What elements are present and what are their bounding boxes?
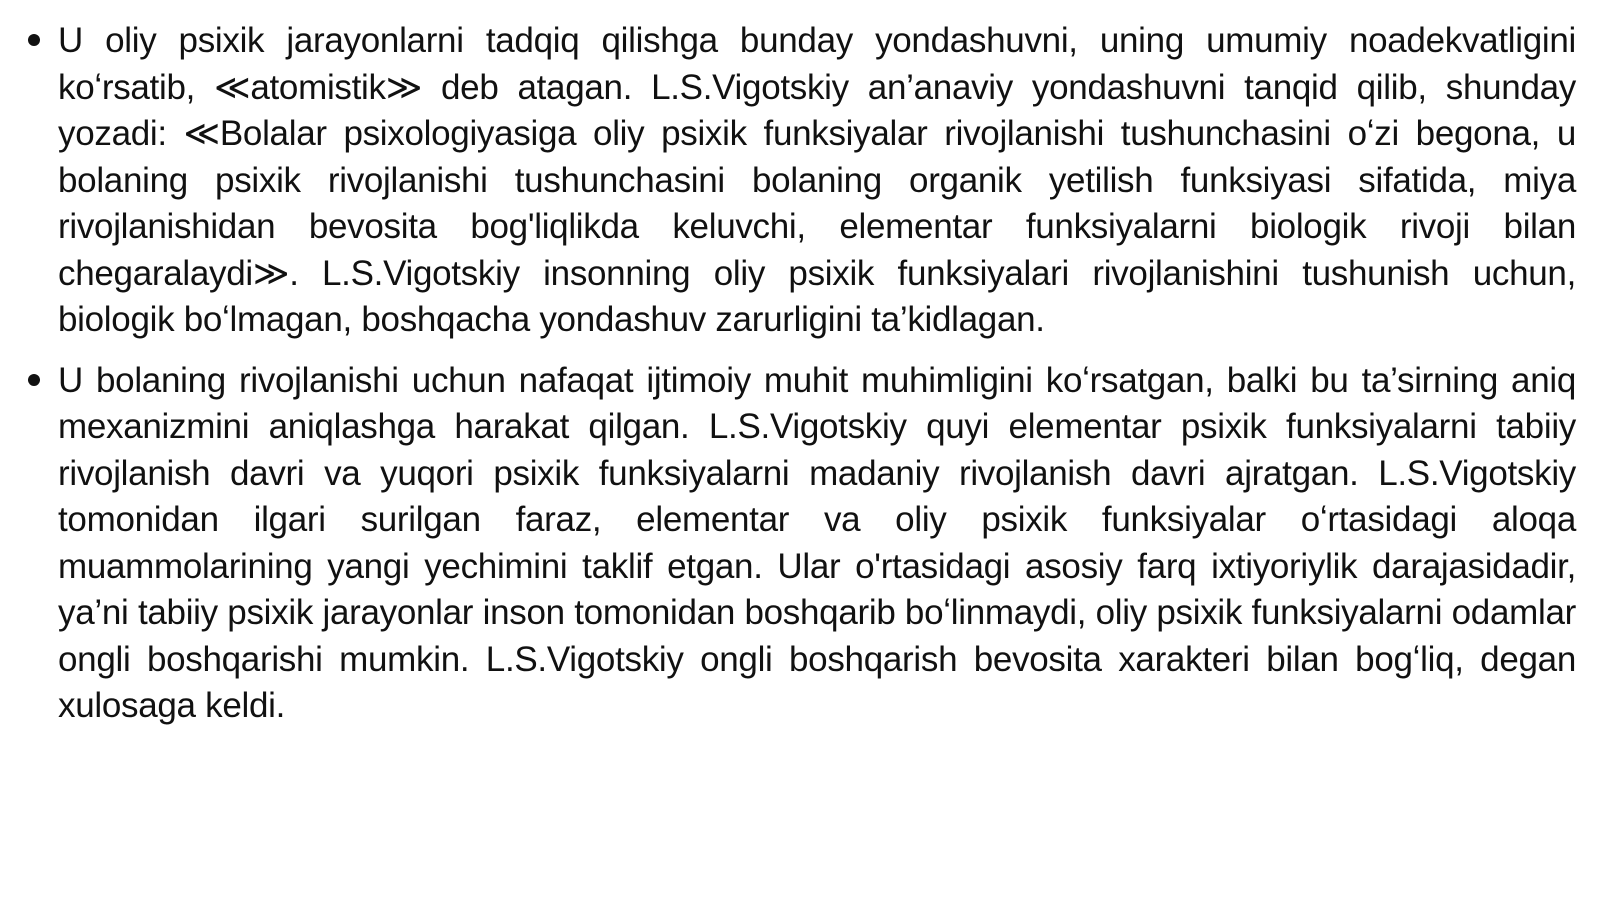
bullet-text: U bolaning rivojlanishi uchun nafaqat ijtimoiy muhit muhimligini koʻrsatgan, balki bu ta’sirning aniq mexanizmini aniqlashga harakat qilgan. L.S.Vigotskiy quyi elementar psixik funksiyalarni tabiiy rivojlanish davri va yuqori psixik funksiyalarni madaniy rivojlanish davri ajratgan. L.S.Vigotskiy tomonidan ilgari surilgan faraz, elementar va oliy psixik funksiyalar oʻrtasidagi aloqa muammolarining yangi yechimini taklif etgan. Ular o'rtasidagi asosiy farq ixtiyoriylik darajasidadir, ya’ni tabiiy psixik jarayonlar inson tomonidan boshqarib boʻlinmaydi, oliy psixik funksiyalarni odamlar ongli boshqarishi mumkin. L.S.Vigotskiy ongli boshqarish bevosita xarakteri bilan bogʻliq, degan xulosaga keldi. [58, 360, 1576, 725]
bullet-text: U oliy psixik jarayonlarni tadqiq qilishga bunday yondashuvni, uning umumiy noadekvatligini koʻrsatib, ≪atomistik≫ deb atagan. L.S.Vigotskiy an’anaviy yondashuvni tanqid qilib, shunday yozadi: ≪Bolalar psixologiyasiga oliy psixik funksiyalar rivojlanishi tushunchasini oʻzi begona, u bolaning psixik rivojlanishi tushunchasini bolaning organik yetilish funksiyasi sifatida, miya rivojlanishidan bevosita bog'liqlikda keluvchi, elementar funksiyalarni biologik rivoji bilan chegaralaydi≫. L.S.Vigotskiy insonning oliy psixik funksiyalari rivojlanishini tushunish uchun, biologik boʻlmagan, boshqacha yondashuv zarurligini ta’kidlagan. [58, 21, 1576, 339]
bullet-list [28, 18, 1576, 744]
bullet-item [28, 358, 1576, 730]
bullet-dot-icon [28, 34, 40, 46]
bullet-item [28, 18, 1576, 344]
bullet-dot-icon [28, 374, 40, 386]
